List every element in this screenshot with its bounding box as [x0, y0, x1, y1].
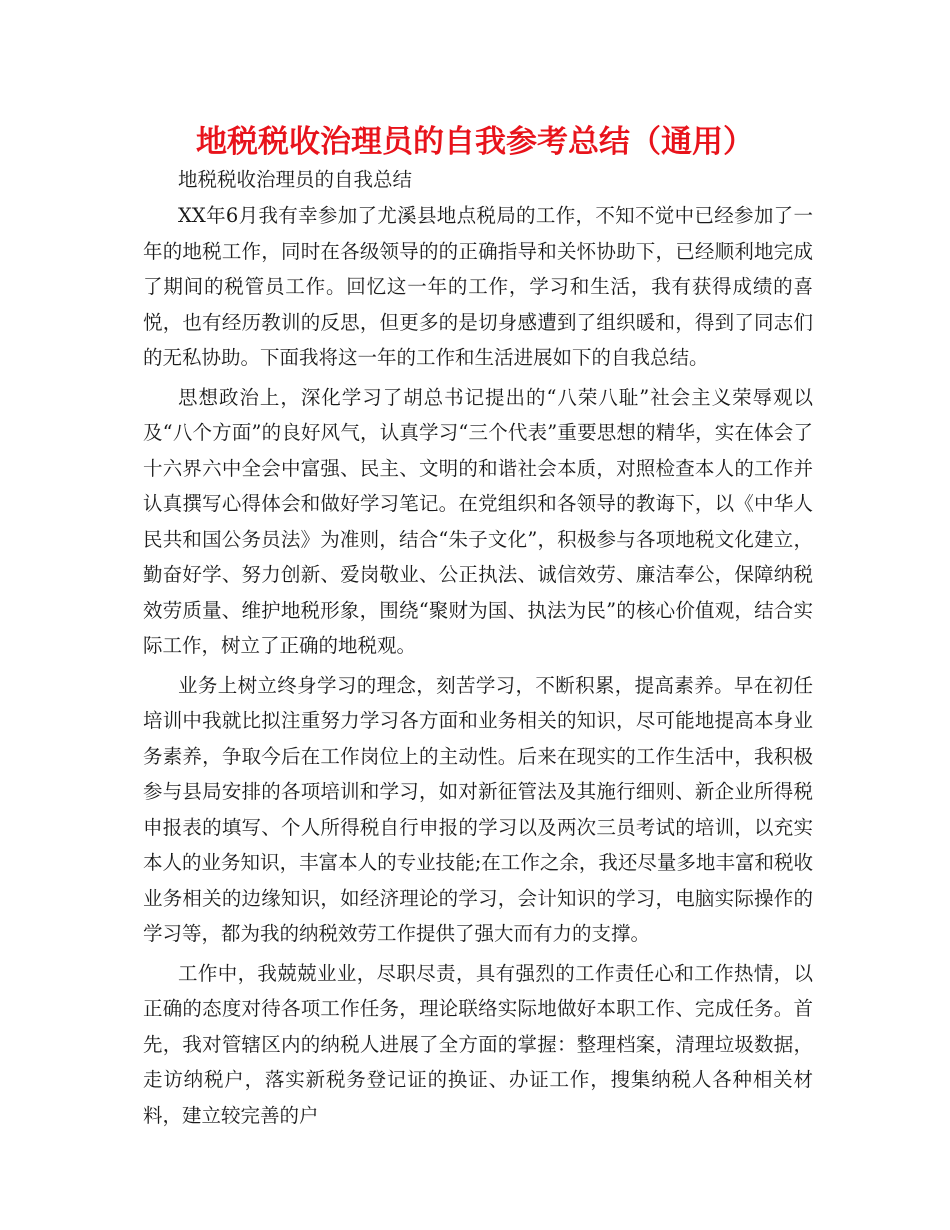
paragraph-business: 业务上树立终身学习的理念，刻苦学习，不断积累，提高素养。早在初任培训中我就比拟注重努力学习各方面和业务相关的知识，尽可能地提高本身业务素养，争取今后在工作岗位上的主动性。后来在现实的工作生活中，我积极参与县局安排的各项培训和学习，如对新征管法及其施行细则、新企业所得税申报表的填写、个人所得税自行申报的学习以及两次三员考试的培训，以充实本人的业务知识，丰富本人的专业技能;在工作之余，我还尽量多地丰富和税收业务相关的边缘知识，如经济理论的学习，会计知识的学习，电脑实际操作的学习等，都为我的纳税效劳工作提供了强大而有力的支撑。	[143, 673, 813, 945]
document-body	[143, 162, 813, 1137]
document-subtitle: 地税税收治理员的自我总结	[178, 168, 413, 191]
document-title: 地税税收治理员的自我参考总结（通用）	[196, 124, 754, 160]
paragraph-work: 工作中，我兢兢业业，尽职尽责，具有强烈的工作责任心和工作热情，以正确的态度对待各项工作任务，理论联络实际地做好本职工作、完成任务。首先，我对管辖区内的纳税人进展了全方面的掌握：整理档案，清理垃圾数据，走访纳税户，落实新税务登记证的换证、办证工作，搜集纳税人各种相关材料，建立较完善的户	[143, 961, 813, 1127]
paragraph-political: 思想政治上，深化学习了胡总书记提出的“八荣八耻”社会主义荣辱观以及“八个方面”的良好风气，认真学习“三个代表”重要思想的精华，实在体会了十六界六中全会中富强、民主、文明的和谐社会本质，对照检查本人的工作并认真撰写心得体会和做好学习笔记。在党组织和各领导的教诲下，以《中华人民共和国公务员法》为准则，结合“朱子文化”，积极参与各项地税文化建立，勤奋好学、努力创新、爱岗敬业、公正执法、诚信效劳、廉洁奉公，保障纳税效劳质量、维护地税形象，围绕“聚财为国、执法为民”的核心价值观，结合实际工作，树立了正确的地税观。	[143, 385, 813, 657]
paragraph-intro: XX年6月我有幸参加了尤溪县地点税局的工作，不知不觉中已经参加了一年的地税工作，同时在各级领导的的正确指导和关怀协助下，已经顺利地完成了期间的税管员工作。回忆这一年的工作，学习和生活，我有获得成绩的喜悦，也有经历教训的反思，但更多的是切身感遭到了组织暖和，得到了同志们的无私协助。下面我将这一年的工作和生活进展如下的自我总结。	[143, 204, 813, 369]
